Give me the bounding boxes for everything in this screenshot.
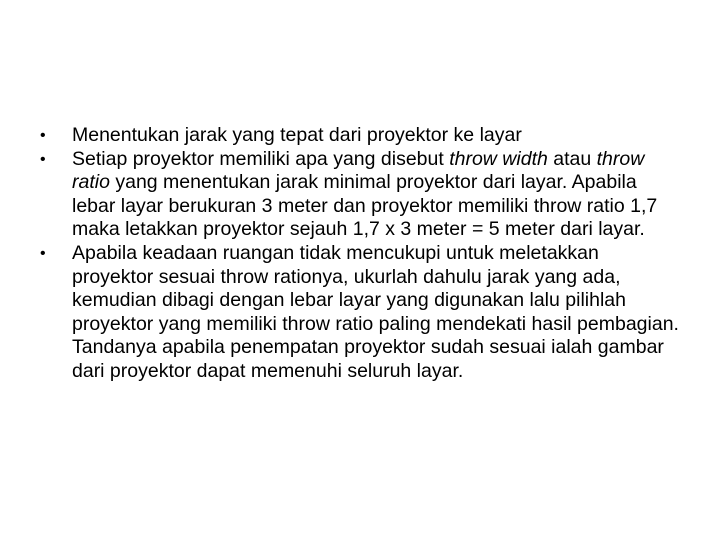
bullet-icon [40, 124, 72, 148]
bullet-item-1 [40, 124, 680, 148]
bullet-text-1a: Menentukan jarak yang tepat dari proyektor ke layar [72, 124, 522, 146]
bullet-list [40, 124, 680, 384]
bullet-text-2d-italic: throw ratio [72, 147, 645, 194]
bullet-text-2e: yang menentukan jarak minimal proyektor dari layar. Apabila lebar layar berukuran 3 meter dan proyektor memiliki throw ratio 1,7 maka letakkan proyektor sejauh 1,7 x 3 meter = 5 meter dari layar. [72, 171, 658, 241]
bullet-text-2c: atau [547, 147, 597, 170]
bullet-text-2a: Setiap proyektor memiliki apa yang disebut [72, 147, 450, 170]
bullet-text-2b-italic: throw width [449, 147, 548, 170]
bullet-text-3a: Apabila keadaan ruangan tidak mencukupi untuk meletakkan proyektor sesuai throw rationya, ukurlah dahulu jarak yang ada, kemudian dibagi dengan lebar layar yang digunakan lalu pilihlah proyektor yang memiliki throw ratio paling mendekati hasil pembagian. Tandanya apabila penempatan proyektor sudah sesuai ialah gambar dari proyektor dapat memenuhi seluruh layar. [72, 241, 679, 382]
bullet-icon [40, 242, 72, 266]
bullet-item-3 [40, 242, 680, 384]
bullet-icon [40, 148, 72, 172]
bullet-item-2 [40, 148, 680, 242]
